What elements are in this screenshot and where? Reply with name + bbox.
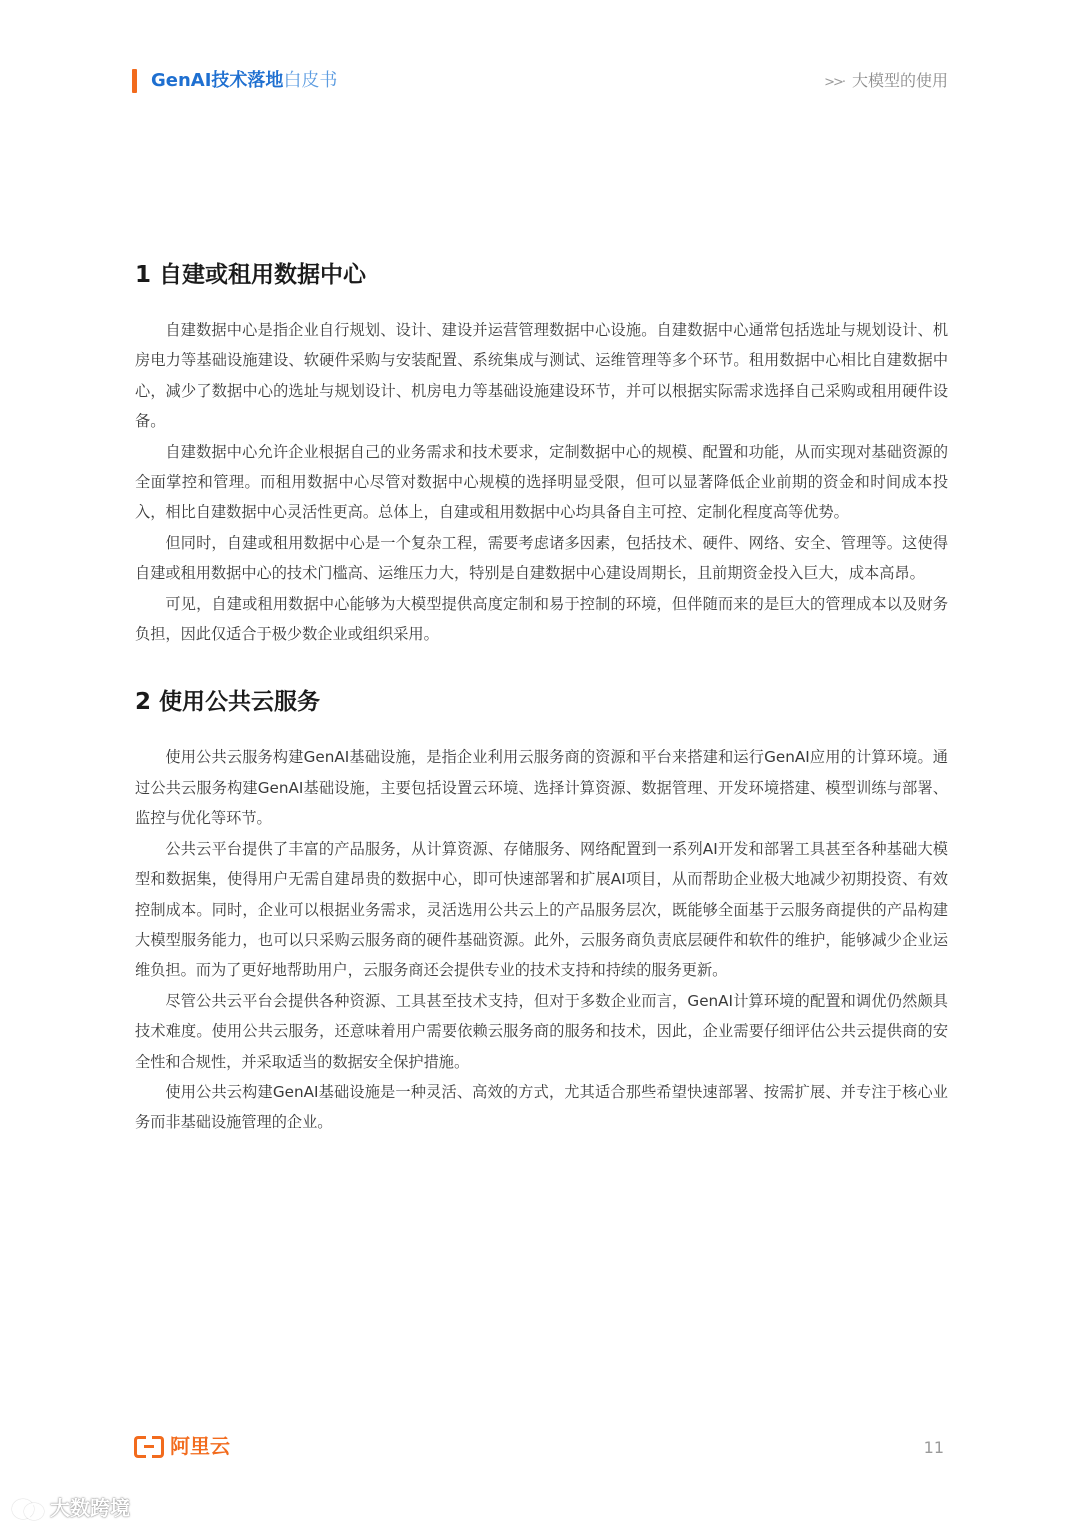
alibaba-cloud-logo-icon bbox=[134, 1436, 164, 1456]
section-heading bbox=[135, 258, 948, 292]
header-accent-bar bbox=[132, 69, 137, 93]
document-title bbox=[151, 69, 337, 93]
paragraph: 但同时，自建或租用数据中心是一个复杂工程，需要考虑诸多因素，包括技术、硬件、网络、安全、管理等。这使得自建或租用数据中心的技术门槛高、运维压力大，特别是自建数据中心建设周期长，且前期资金投入巨大，成本高昂。 bbox=[135, 533, 948, 583]
paragraph: 尽管公共云平台会提供各种资源、工具甚至技术支持，但对于多数企业而言，GenAI计算环境的配置和调优仍然颇具技术难度。使用公共云服务，还意味着用户需要依赖云服务商的服务和技术，因此，企业需要仔细评估公共云提供商的安全性和合规性，并采取适当的数据安全保护措施。 bbox=[135, 991, 948, 1071]
section-heading bbox=[135, 685, 948, 719]
paragraph: 可见，自建或租用数据中心能够为大模型提供高度定制和易于控制的环境，但伴随而来的是巨大的管理成本以及财务负担，因此仅适合于极少数企业或组织采用。 bbox=[135, 594, 948, 644]
section-public-cloud bbox=[135, 685, 948, 1137]
document-title-strong: GenAI技术落地 bbox=[151, 70, 284, 91]
page-header bbox=[132, 66, 948, 96]
watermark-text: 大数跨境 bbox=[50, 1496, 130, 1520]
chapter-label-text: 大模型的使用 bbox=[851, 71, 948, 90]
alibaba-cloud-logo bbox=[134, 1432, 230, 1460]
watermark-logo-icon bbox=[12, 1497, 44, 1519]
watermark bbox=[12, 1493, 130, 1523]
chapter-label bbox=[824, 69, 948, 95]
section-title: 使用公共云服务 bbox=[159, 689, 321, 716]
document-title-light: 白皮书 bbox=[283, 70, 338, 91]
paragraph: 自建数据中心允许企业根据自己的业务需求和技术要求，定制数据中心的规模、配置和功能，从而实现对基础资源的全面掌控和管理。而租用数据中心尽管对数据中心规模的选择明显受限，但可以显著降低企业前期的资金和时间成本投入，相比自建数据中心灵活性更高。总体上，自建或租用数据中心均具备自主可控、定制化程度高等优势。 bbox=[135, 442, 948, 522]
paragraph: 使用公共云构建GenAI基础设施是一种灵活、高效的方式，尤其适合那些希望快速部署、按需扩展、并专注于核心业务而非基础设施管理的企业。 bbox=[135, 1082, 948, 1132]
page-number: 11 bbox=[923, 1438, 944, 1457]
section-number: 2 bbox=[135, 689, 152, 716]
section-number: 1 bbox=[135, 262, 152, 288]
paragraph: 公共云平台提供了丰富的产品服务，从计算资源、存储服务、网络配置到一系列AI开发和部署工具甚至各种基础大模型和数据集，使得用户无需自建昂贵的数据中心，即可快速部署和扩展AI项目，从而帮助企业极大地减少初期投资、有效控制成本。同时，企业可以根据业务需求，灵活选用公共云上的产品服务层次，既能够全面基于云服务商提供的产品构建大模型服务能力，也可以只采购云服务商的硬件基础资源。此外，云服务商负责底层硬件和软件的维护，能够减少企业运维负担。而为了更好地帮助用户，云服务商还会提供专业的技术支持和持续的服务更新。 bbox=[135, 839, 948, 980]
paragraph: 使用公共云服务构建GenAI基础设施，是指企业利用云服务商的资源和平台来搭建和运行GenAI应用的计算环境。通过公共云服务构建GenAI基础设施，主要包括设置云环境、选择计算资源、数据管理、开发环境搭建、模型训练与部署、监控与优化等环节。 bbox=[135, 748, 948, 828]
chevron-right-icon: >>· bbox=[824, 75, 844, 90]
main-content bbox=[135, 258, 948, 1138]
section-title: 自建或租用数据中心 bbox=[159, 262, 367, 288]
paragraph: 自建数据中心是指企业自行规划、设计、建设并运营管理数据中心设施。自建数据中心通常包括选址与规划设计、机房电力等基础设施建设、软硬件采购与安装配置、系统集成与测试、运维管理等多个环节。租用数据中心相比自建数据中心，减少了数据中心的选址与规划设计、机房电力等基础设施建设环节，并可以根据实际需求选择自己采购或租用硬件设备。 bbox=[135, 321, 948, 431]
section-self-built-datacenter bbox=[135, 258, 948, 649]
logo-text: 阿里云 bbox=[170, 1434, 230, 1458]
